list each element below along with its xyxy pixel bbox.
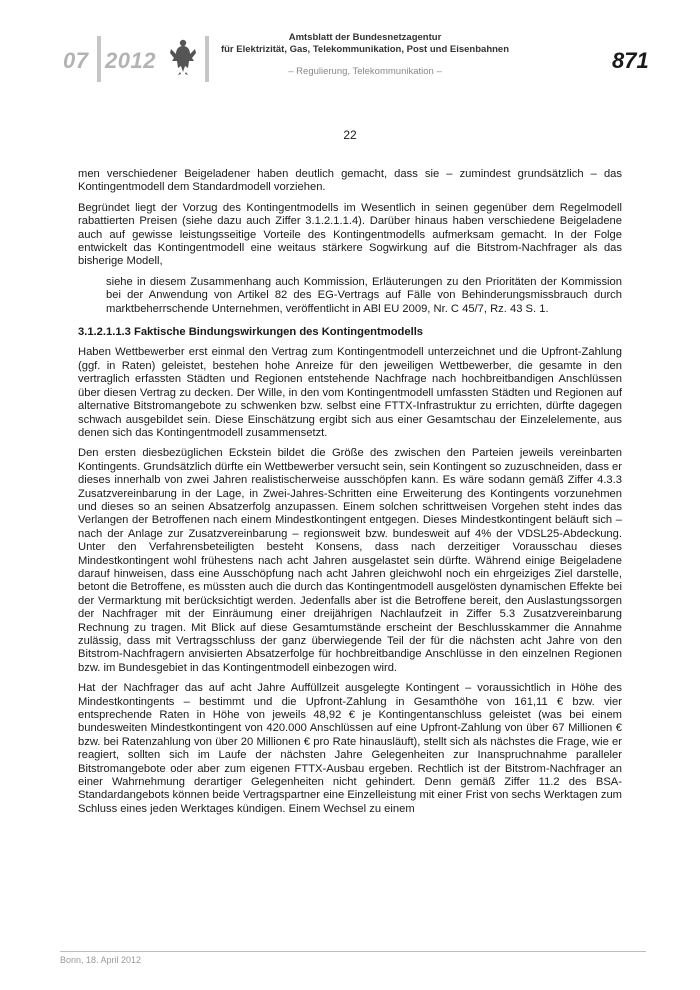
header-divider-right <box>205 36 209 82</box>
masthead-subtitle: für Elektrizität, Gas, Telekommunikation, Post und Eisenbahnen <box>220 44 510 55</box>
page-header <box>0 0 700 90</box>
document-body <box>78 168 622 823</box>
paragraph: Haben Wettbewerber erst einmal den Vertrag zum Kontingentmodell unterzeichnet und die Upfront-Zahlung (ggf. in Raten) geleistet, bestehen hohe Anreize für den jeweiligen Wettbewerber, die gesamte in den vertraglich erfassten Städten und Regionen entstehende Nachfrage nach hochbreitbandigen Anschlüssen über diesen Vertrag zu decken. Der Wille, in den vom Kontingentmodell umfassten Städten und Regionen auf alternative Bitstromangebote zu schwenken bzw. selbst eine FTTX-Infrastruktur zu errichten, dürfte dagegen schwach ausgebildet sein. Diese Einschätzung ergibt sich aus einer Gesamtschau der Einzelelemente, aus denen sich das Kontingentmodell zusammensetzt. <box>78 346 622 439</box>
inner-page-number: 22 <box>343 128 357 142</box>
federal-eagle-icon <box>168 37 198 75</box>
paragraph: Begründet liegt der Vorzug des Kontingentmodells im Wesentlich in seinen gegenüber dem Regelmodell rabattierten Preisen (siehe dazu auch Ziffer 3.1.2.1.1.4). Darüber hinaus haben verschiedene Beigeladene auch auf gewisse leistungsseitige Vorteile des Kontingentmodells aufmerksam gemacht. In der Folge entwickelt das Kontingentmodell eine weitaus stärkere Sogwirkung auf die Bitstrom-Nachfrager als das bisherige Modell, <box>78 201 622 268</box>
paragraph: Den ersten diesbezüglichen Eckstein bildet die Größe des zwischen den Parteien jeweils vereinbarten Kontingents. Grundsätzlich dürfte ein Wettbewerber versucht sein, sein Kontingent so zuzuschneiden, dass er dieses innerhalb von zwei Jahren realistischerweise ausschöpfen kann. Es wäre sodann gemäß Ziffer 4.3.3 Zusatzvereinbarung in der Lage, in Zwei-Jahres-Schritten eine Erweiterung des Kontingents vorzunehmen und dieses so an seinen Absatzerfolg anzupassen. Einem solchen schrittweisen Vorgehen steht indes das Verlangen der Betroffenen nach einem Mindestkontingent entgegen. Dieses Mindestkontingent beläuft sich – nach der Anlage zur Zusatzvereinbarung – regionsweit bzw. bundesweit auf 4% der VDSL25-Abdeckung. Unter den Verfahrensbeteiligten besteht Konsens, dass nach derzeitiger Vorausschau dieses Mindestkontingent wohl frühestens nach acht Jahren ausgelastet sein dürfte. Während einige Beigeladene darauf hinweisen, dass eine Ausschöpfung nach acht Jahren gleichwohl noch ein ehrgeiziges Ziel darstelle, betont die Betroffene, es müssten auch die durch das Kontingentmodell ausgelösten dynamischen Effekte bei der Vermarktung mit berücksichtigt werden. Jedenfalls aber ist die Betroffene bereit, den Auslastungssorgen der Nachfrager mit der Einräumung einer dreijährigen Nachlaufzeit in Ziffer 5.3 Zusatzvereinbarung Rechnung zu tragen. Mit Blick auf diese Gesamtumstände erscheint der Beschlusskammer die Annahme zulässig, dass mit Vertragsschluss der ganz überwiegende Teil der für die nächsten acht Jahre von den Bitstrom-Nachfragern anvisierten Absatzerfolge für hochbreitbandige Anschlüsse in den einzelnen Regionen bzw. im Bundesgebiet in das Kontingentmodell einbezogen wird. <box>78 447 622 674</box>
page-number: 871 <box>612 48 649 73</box>
masthead <box>220 32 510 77</box>
header-divider-left <box>97 36 101 82</box>
issue-number: 07 <box>63 48 89 73</box>
paragraph: Hat der Nachfrager das auf acht Jahre Auffüllzeit ausgelegte Kontingent – voraussichtlich in Höhe des Mindestkontingents – bestimmt und die Upfront-Zahlung in Gesamthöhe von 161,11 € bzw. vier entsprechende Raten in Höhe von jeweils 48,92 € je Kontingentanschluss geleistet (was bei einem bundesweiten Mindestkontingent von 420.000 Anschlüssen auf eine Upfront-Zahlung von über 67 Millionen € bzw. bei Ratenzahlung von über 20 Millionen € pro Rate hinausläuft), stellt sich als nächstes die Frage, wie er reagiert, sollten sich im Laufe der nächsten Jahre Gelegenheiten zur Inanspruchnahme paralleler Bitstromangebote oder aber zum eigenen FTTX-Ausbau ergeben. Rechtlich ist der Bitstrom-Nachfrager an einer Wahrnehmung derartiger Gelegenheiten nicht gehindert. Denn gemäß Ziffer 11.2 des BSA-Standardangebots können beide Vertragspartner eine Einzelleistung mit einer Frist von sechs Werktagen zum Schluss eines jeden Werktages kündigen. Einem Wechsel zu einem <box>78 682 622 815</box>
masthead-section: – Regulierung, Telekommunikation – <box>288 66 442 77</box>
footer-divider <box>60 951 646 952</box>
section-heading: 3.1.2.1.1.3 Faktische Bindungswirkungen des Kontingentmodells <box>78 326 424 339</box>
footer-place-date: Bonn, 18. April 2012 <box>60 955 142 965</box>
paragraph: men verschiedener Beigeladener haben deutlich gemacht, dass sie – zumindest grundsätzlich – das Kontingentmodell dem Standardmodell vorziehen. <box>78 168 622 194</box>
indented-quote: siehe in diesem Zusammenhang auch Kommission, Erläuterungen zu den Prioritäten der Kommission bei der Anwendung von Artikel 82 des EG-Vertrags auf Fälle von Behinderungsmissbrauch durch marktbeherrschende Unternehmen, veröffentlicht in ABl EU 2009, Nr. C 45/7, Rz. 43 S. 1. <box>106 275 622 315</box>
masthead-title: Amtsblatt der Bundesnetzagentur <box>288 32 442 43</box>
issue-year: 2012 <box>105 48 156 73</box>
